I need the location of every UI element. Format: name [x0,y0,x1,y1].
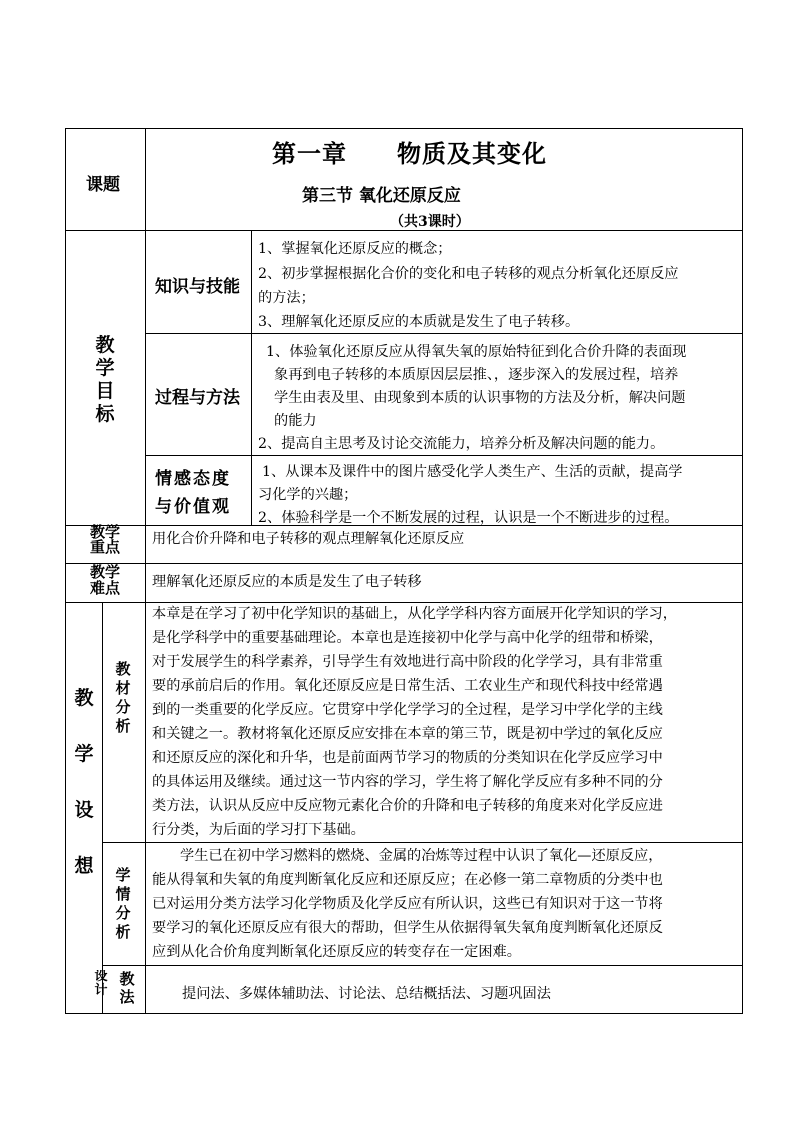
process-line: 象再到电子转移的本质原因层层推、，逐步深入的发展过程，培养 [274,367,679,383]
key-point-label: 教学 重点 [89,523,120,556]
textbook-line: 是化学科学中的重要基础理论。本章也是连接初中化学与高中化学的纽带和桥梁， [152,630,663,646]
knowledge-line: 2、初步掌握根据化合价的变化和电子转移的观点分析氧化还原反应 [258,266,679,282]
knowledge-skills-label: 知识与技能 [155,277,240,297]
textbook-line: 类方法，认识从反应中反应物元素化合价的升降和电子转移的角度来对化学反应进 [152,798,663,814]
emotion-line: 2、体验科学是一个不断发展的过程，认识是一个不断进步的过程。 [258,510,679,526]
emotion-line: 习化学的兴趣； [258,487,358,503]
emotion-line: 1、从课本及课件中的图片感受化学人类生产、生活的贡献，提高学 [262,464,683,480]
textbook-line: 和还原反应的深化和升华，也是前面两节学习的物质的分类知识在化学反应学习中 [152,750,663,766]
student-line: 应到从化合价角度判断氧化还原反应的转变存在一定困难。 [152,944,521,960]
chapter-title: 第一章 物质及其变化 [272,139,547,168]
process-line: 学生由表及里、由现象到本质的认识事物的方法及分析，解决问题 [274,390,686,406]
student-line: 学生已在初中学习燃料的燃烧、金属的冶炼等过程中认识了氧化—还原反应， [180,848,663,864]
section-title: 第三节 氧化还原反应 [302,186,461,206]
student-analysis-label: 学 情 分 析 [115,866,131,941]
difficulty-label: 教学 难点 [89,563,120,597]
emotion-values-label-1: 情感态度 [155,469,231,489]
methods-cut-label: 设 计 [94,970,108,998]
table-rule [65,563,743,564]
knowledge-line: 1、掌握氧化还原反应的概念； [258,241,452,257]
student-line: 要学习的氧化还原反应有很大的帮助，但学生从依据得氧失氧角度判断氧化还原反 [152,920,663,936]
table-rule [102,965,743,966]
table-rule [65,128,743,129]
process-line: 的能力 [274,413,317,429]
textbook-line: 到的一类重要的化学反应。它贯穿中学化学学习的全过程，是学习中学化学的主线 [152,702,663,718]
table-rule [102,602,103,1014]
table-rule [742,128,743,1014]
emotion-values-label-2: 与价值观 [155,497,231,517]
textbook-line: 对于发展学生的科学素养，引导学生有效地进行高中阶段的化学学习，具有非常重 [152,654,663,670]
knowledge-line: 3、理解氧化还原反应的本质就是发生了电子转移。 [258,314,580,330]
difficulty-text: 理解氧化还原反应的本质是发生了电子转移 [152,574,422,590]
textbook-line: 本章是在学习了初中化学知识的基础上，从化学学科内容方面展开化学知识的学习， [152,606,677,622]
textbook-line: 要的承前启后的作用。氧化还原反应是日常生活、工农业生产和现代科技中经常遇 [152,678,663,694]
table-rule [145,128,146,1014]
topic-label: 课题 [86,175,120,195]
knowledge-line: 的方法； [258,290,315,306]
key-point-text: 用化合价升降和电子转移的观点理解氧化还原反应 [152,531,465,547]
process-methods-label: 过程与方法 [155,388,240,408]
textbook-line: 和关键之一。教材将氧化还原反应安排在本章的第三节，既是初中学过的氧化反应 [152,726,663,742]
methods-label: 教 法 [119,970,135,1006]
student-line: 已对运用分类方法学习化学物质及化学反应有所认识，这些已有知识对于这一节将 [152,896,663,912]
textbook-analysis-label: 教 材 分 析 [115,660,131,735]
process-line: 1、体验氧化还原反应从得氧失氧的原始特征到化合价升降的表面现 [266,344,687,360]
process-line: 2、提高自主思考及讨论交流能力，培养分析及解决问题的能力。 [258,436,665,452]
textbook-line: 行分类，为后面的学习打下基础。 [152,822,365,838]
methods-text: 提问法、多媒体辅助法、讨论法、总结概括法、习题巩固法 [182,986,551,1002]
design-label: 教 学 设 想 [74,687,94,877]
period-note: （共3课时） [390,214,470,230]
table-rule [251,230,252,526]
objectives-label: 教 学 目 标 [95,334,115,425]
table-rule [65,128,66,1014]
student-line: 能从得氧和失氧的角度判断氧化反应和还原反应；在必修一第二章物质的分类中也 [152,872,663,888]
table-rule [65,1013,743,1014]
textbook-line: 的具体运用及继续。通过这一节内容的学习，学生将了解化学反应有多种不同的分 [152,774,663,790]
